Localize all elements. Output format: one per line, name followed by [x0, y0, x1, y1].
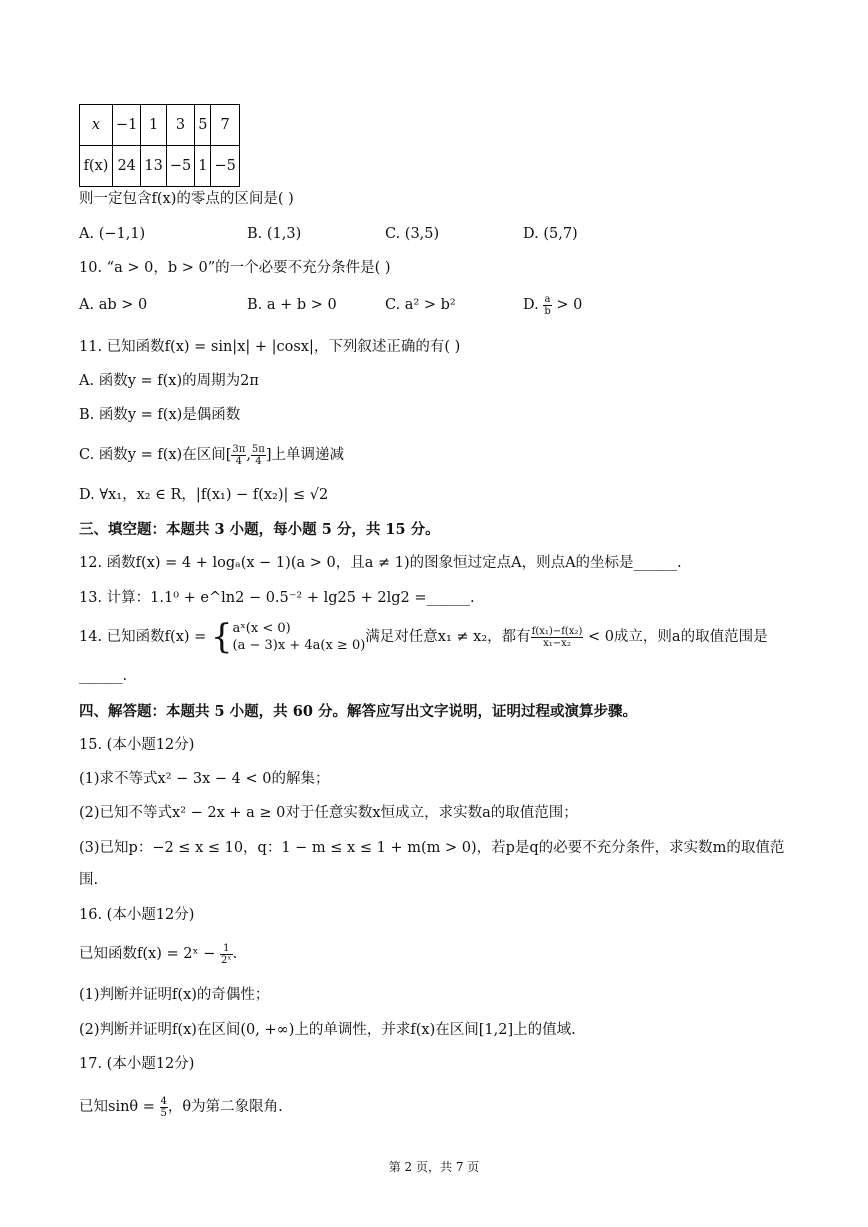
value-table — [79, 104, 240, 187]
q14-blank: ______. — [79, 668, 128, 684]
q17-stem-pre: 已知sinθ = — [79, 1099, 160, 1115]
x-cell: 3 — [166, 105, 194, 146]
fraction-numerator: f(x₁)−f(x₂) — [531, 625, 583, 637]
q14-post: < 0成立，则a的取值范围是 — [583, 629, 768, 645]
q10-option-c: C. a² > b² — [385, 297, 456, 313]
q16-stem — [79, 939, 237, 969]
section-3-heading: 三、填空题：本题共 3 小题，每小题 5 分，共 15 分。 — [79, 521, 440, 538]
x-cell: 5 — [195, 105, 211, 146]
q14-mid: 满足对任意x₁ ≠ x₂，都有 — [365, 629, 531, 645]
x-row — [80, 105, 240, 146]
q16-title: 16. (本小题12分) — [79, 907, 195, 923]
x-cell: 1 — [141, 105, 166, 146]
q15-part-1: (1)求不等式x² − 3x − 4 < 0的解集； — [79, 771, 330, 787]
q11-option-a: A. 函数y = f(x)的周期为2π — [79, 373, 259, 389]
page-footer: 第 2 页，共 7 页 — [388, 1160, 480, 1174]
fraction-numerator: a — [544, 293, 551, 305]
q11-c-frac2 — [251, 444, 266, 467]
q9-option-c: C. (3,5) — [385, 226, 440, 242]
q11-c-post: ]上单调递减 — [265, 447, 345, 463]
fraction-numerator: 1 — [220, 943, 233, 955]
q11-option-c: C. 函数y = f(x)在区间[ $\frac{3\pi}{4}$ , $\frac{5\pi}{4}$ ]上单调递减 — [79, 443, 345, 467]
q15-part-3-cont: 围. — [79, 872, 99, 888]
q10-option-b: B. a + b > 0 — [247, 297, 337, 313]
fraction-denominator: x₁−x₂ — [543, 637, 571, 649]
q10-option-d-tail: > 0 — [551, 297, 583, 313]
q11-c-frac1 — [231, 444, 246, 467]
q12-text: 12. 函数f(x) = 4 + logₐ(x − 1)(a > 0，且a ≠ 1)的图象恒过定点A，则点A的坐标是______. — [79, 555, 682, 571]
q11-c-pre: C. 函数y = f(x)在区间[ — [79, 447, 232, 463]
f-row — [80, 146, 240, 187]
q11-option-b: B. 函数y = f(x)是偶函数 — [79, 407, 241, 423]
q9-option-b: B. (1,3) — [247, 226, 302, 242]
fraction-denominator: 4 — [255, 455, 262, 467]
q17-stem-post: ，θ为第二象限角. — [167, 1099, 283, 1115]
q13-text: 13. 计算：1.1⁰ + e^ln2 − 0.5⁻² + lg25 + 2lg2 =______. — [79, 590, 475, 606]
fraction-denominator: 2ˣ — [220, 954, 232, 966]
f-cell: 1 — [195, 146, 211, 187]
q15-title: 15. (本小题12分) — [79, 737, 195, 753]
section-4-heading: 四、解答题：本题共 5 小题，共 60 分。解答应写出文字说明，证明过程或演算步骤。 — [79, 703, 637, 720]
q11-option-d: D. ∀x₁，x₂ ∈ R，|f(x₁) − f(x₂)| ≤ √2 — [79, 487, 329, 503]
q15-part-2: (2)已知不等式x² − 2x + a ≥ 0对于任意实数x恒成立，求实数a的取值范围； — [79, 805, 578, 821]
fraction-denominator: 5 — [160, 1107, 167, 1119]
q10-option-d-label: D. — [523, 297, 539, 313]
q16-fraction — [220, 943, 233, 966]
q14-case-1: aˣ(x < 0) — [232, 621, 291, 636]
x-cell: −1 — [113, 105, 141, 146]
fraction-numerator: 5π — [251, 443, 265, 455]
q17-stem — [79, 1092, 283, 1122]
q16-part-1: (1)判断并证明f(x)的奇偶性； — [79, 987, 270, 1003]
f-cell: 24 — [113, 146, 141, 187]
q10-option-a: A. ab > 0 — [79, 297, 148, 313]
f-cell: 13 — [141, 146, 166, 187]
q9-stem: 则一定包含f(x)的零点的区间是( ) — [79, 191, 294, 207]
x-header: x — [80, 105, 113, 146]
q9-option-a: A. (−1,1) — [79, 226, 146, 242]
q16-stem-post: . — [232, 946, 238, 962]
fraction-denominator: 4 — [235, 455, 243, 467]
q15-part-3: (3)已知p：−2 ≤ x ≤ 10，q：1 − m ≤ x ≤ 1 + m(m > 0)，若p是q的必要不充分条件，求实数m的取值范 — [79, 840, 785, 856]
brace-icon: { — [210, 617, 233, 657]
f-header: f(x) — [80, 146, 113, 187]
q14-cases — [233, 620, 366, 654]
q14-text — [79, 618, 768, 656]
q16-stem-pre: 已知函数f(x) = 2ˣ − — [79, 946, 220, 962]
x-cell: 7 — [211, 105, 239, 146]
q17-fraction — [160, 1096, 168, 1119]
fraction-denominator: b — [544, 305, 551, 317]
fraction-numerator: 3π — [232, 443, 246, 455]
q14-pre: 14. 已知函数f(x) = — [79, 629, 211, 645]
f-cell: −5 — [211, 146, 239, 187]
q10-stem: 10. “a > 0，b > 0”的一个必要不充分条件是( ) — [79, 260, 391, 276]
fraction-numerator: 4 — [160, 1095, 167, 1107]
q10-option-d — [523, 290, 582, 320]
q14-fraction — [531, 626, 584, 649]
q17-title: 17. (本小题12分) — [79, 1056, 195, 1072]
q9-option-d: D. (5,7) — [523, 226, 578, 242]
q11-stem: 11. 已知函数f(x) = sin|x| + |cosx|，下列叙述正确的有( ) — [79, 339, 461, 355]
q16-part-2: (2)判断并证明f(x)在区间(0, +∞)上的单调性，并求f(x)在区间[1,2]上的值域. — [79, 1022, 576, 1038]
q14-case-2: (a − 3)x + 4a(x ≥ 0) — [232, 638, 366, 653]
q10-d-fraction — [543, 294, 551, 317]
f-cell: −5 — [166, 146, 194, 187]
